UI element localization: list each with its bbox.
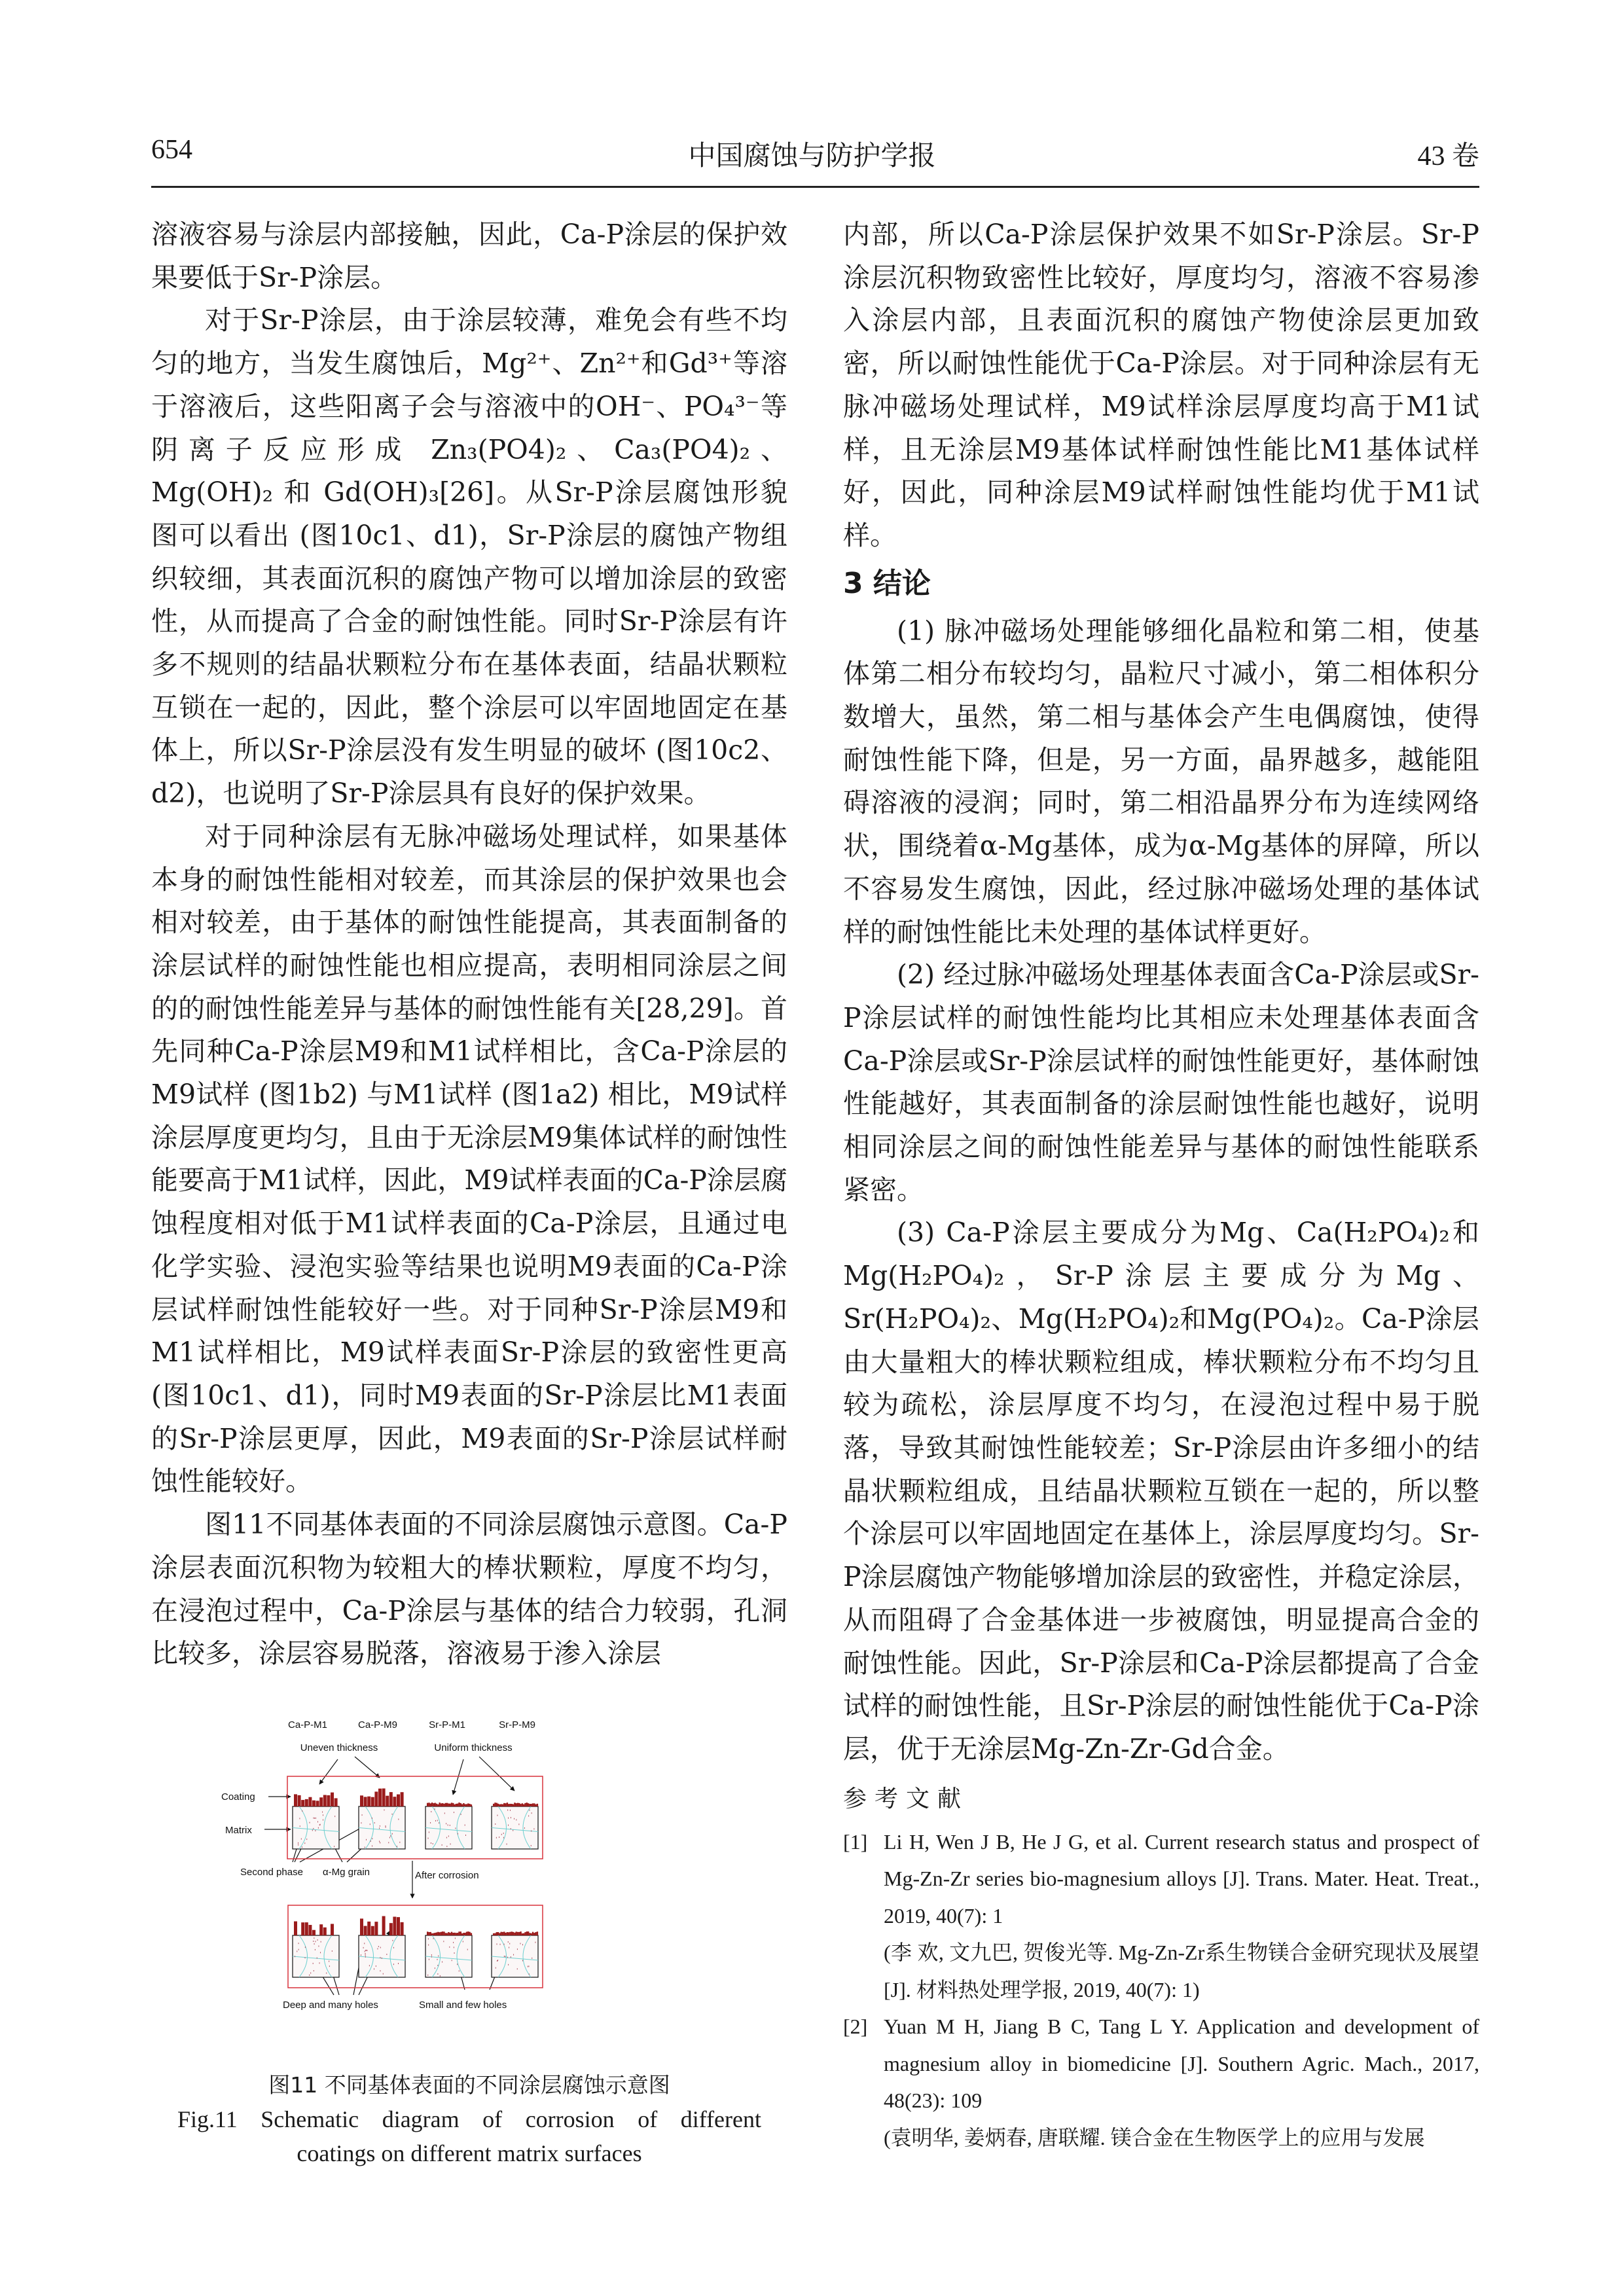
sample-ca-p-m1-after <box>293 1922 339 1977</box>
paragraph: 对于同种涂层有无脉冲磁场处理试样，如果基体本身的耐蚀性能相对较差，而其涂层的保护效果也会相对较差，由于基体的耐蚀性能提高，其表面制备的涂层试样的耐蚀性能也相应提高，表明相同涂层之间的的耐蚀性能差异与基体的耐蚀性能有关[28,29]。首先同种Ca-P涂层M9和M1试样相比，含Ca-P涂层的M9试样 (图1b2) 与M1试样 (图1a2) 相比，M9试样涂层厚度更均匀，且由于无涂层M9集体试样的耐蚀性能要高于M1试样，因此，M9试样表面的Ca-P涂层腐蚀程度相对低于M1试样表面的Ca-P涂层，且通过电化学实验、浸泡实验等结果也说明M9表面的Ca-P涂层试样耐蚀性能较好一些。对于同种Sr-P涂层M9和M1试样相比，M9试样表面Sr-P涂层的致密性更高 (图10c1、d1)，同时M9表面的Sr-P涂层比M1表面的Sr-P涂层更厚，因此，M9表面的Sr-P涂层试样耐蚀性能较好。 <box>151 820 787 1498</box>
right-column <box>843 213 1479 2156</box>
conclusion-3: (3) Ca-P涂层主要成分为Mg、Ca(H₂PO₄)₂和Mg(H₂PO₄)₂，Sr-P涂层主要成分为Mg、Sr(H₂PO₄)₂、Mg(H₂PO₄)₂和Mg(PO₄)₂。Ca-P涂层由大量粗大的棒状颗粒组成，棒状颗粒分布不均匀且较为疏松，涂层厚度不均匀，在浸泡过程中易于脱落，导致其耐蚀性能较差；Sr-P涂层由许多细小的结晶状颗粒组成，且结晶状颗粒互锁在一起的，所以整个涂层可以牢固地固定在基体上，涂层厚度均匀。Sr-P涂层腐蚀产物能够增加涂层的致密性，并稳定涂层，从而阻碍了合金基体进一步被腐蚀，明显提高合金的耐蚀性能。因此，Sr-P涂层和Ca-P涂层都提高了合金试样的耐蚀性能，且Sr-P涂层的耐蚀性能优于Ca-P涂层，优于无涂层Mg-Zn-Zr-Gd合金。 <box>843 1217 1479 1765</box>
label-alpha-mg: α-Mg grain <box>323 1867 370 1878</box>
sample-ca-p-m9-before <box>359 1789 405 1849</box>
section-heading: 3 结论 <box>843 566 931 600</box>
sample-ca-p-m9-after <box>359 1916 405 1977</box>
figure-caption-cn: 图11 不同基体表面的不同涂层腐蚀示意图 <box>268 2072 670 2098</box>
label-ca-p-m1: Ca-P-M1 <box>287 1719 328 1731</box>
label-sr-p-m9: Sr-P-M9 <box>499 1719 535 1731</box>
figure-caption-en-2: coatings on different matrix surfaces <box>297 2140 642 2166</box>
sample-ca-p-m1-before <box>293 1793 339 1849</box>
figure-11-schematic <box>216 1702 740 2068</box>
reference-cn: (李 欢, 文九巴, 贺俊光等. Mg-Zn-Zr系生物镁合金研究现状及展望 [J]. 材料热处理学报, 2019, 40(7): 1) <box>884 1941 1479 2001</box>
paragraph: 内部，所以Ca-P涂层保护效果不如Sr-P涂层。Sr-P涂层沉积物致密性比较好，厚度均匀，溶液不容易渗入涂层内部，且表面沉积的腐蚀产物使涂层更加致密，所以耐蚀性能优于Ca-P涂层。对于同种涂层有无脉冲磁场处理试样，M9试样涂层厚度均高于M1试样，且无涂层M9基体试样耐蚀性能比M1基体试样好，因此，同种涂层M9试样耐蚀性能均优于M1试样。 <box>843 219 1479 551</box>
label-deep-holes: Deep and many holes <box>283 2000 378 2011</box>
conclusion-1: (1) 脉冲磁场处理能够细化晶粒和第二相，使基体第二相分布较均匀，晶粒尺寸减小，第二相体积分数增大，虽然，第二相与基体会产生电偶腐蚀，使得耐蚀性能下降，但是，另一方面，晶界越多，越能阻碍溶液的浸润；同时，第二相沿晶界分布为连续网络状，围绕着α-Mg基体，成为α-Mg基体的屏障，所以不容易发生腐蚀，因此，经过脉冲磁场处理的基体试样的耐蚀性能比未处理的基体试样更好。 <box>843 615 1479 948</box>
reference-number: [2] <box>843 2015 868 2039</box>
label-sr-p-m1: Sr-P-M1 <box>429 1719 465 1731</box>
sample-sr-p-m9-after <box>492 1931 538 1977</box>
label-coating: Coating <box>221 1791 255 1803</box>
paragraph: 溶液容易与涂层内部接触，因此，Ca-P涂层的保护效果要低于Sr-P涂层。 <box>151 219 787 293</box>
paragraph: 图11不同基体表面的不同涂层腐蚀示意图。Ca-P涂层表面沉积物为较粗大的棒状颗粒，厚度不均匀，在浸泡过程中，Ca-P涂层与基体的结合力较弱，孔洞比较多，涂层容易脱落，溶液易于渗入涂层 <box>151 1509 787 1670</box>
left-column <box>151 213 787 1676</box>
reference-cn: (袁明华, 姜炳春, 唐联耀. 镁合金在生物医学上的应用与发展 <box>884 2125 1425 2149</box>
label-matrix: Matrix <box>225 1825 252 1836</box>
reference-item <box>843 1823 1479 2009</box>
label-second-phase: Second phase <box>240 1867 303 1878</box>
figure-caption-en-1: Fig.11 Schematic diagram of corrosion of different <box>177 2106 761 2132</box>
header-rule <box>151 186 1479 188</box>
reference-en: Li H, Wen J B, He J G, et al. Current research status and prospect of Mg-Zn-Zr series bio-magnesium alloys [J]. Trans. Mater. Heat. Treat., 2019, 40(7): 1 <box>884 1829 1479 1928</box>
journal-title: 中国腐蚀与防护学报 <box>688 139 936 171</box>
paragraph: 对于Sr-P涂层，由于涂层较薄，难免会有些不均匀的地方，当发生腐蚀后，Mg²⁺、Zn²⁺和Gd³⁺等溶于溶液后，这些阳离子会与溶液中的OH⁻、PO₄³⁻等阴离子反应形成 Zn₃(PO4)₂、Ca₃(PO4)₂、Mg(OH)₂ 和 Gd(OH)₃[26]。从Sr-P涂层腐蚀形貌图可以看出 (图10c1、d1)，Sr-P涂层的腐蚀产物组织较细，其表面沉积的腐蚀产物可以增加涂层的致密性，从而提高了合金的耐蚀性能。同时Sr-P涂层有许多不规则的结晶状颗粒分布在基体表面，结晶状颗粒互锁在一起的，因此，整个涂层可以牢固地固定在基体上，所以Sr-P涂层没有发生明显的破坏 (图10c2、d2)，也说明了Sr-P涂层具有良好的保护效果。 <box>151 304 787 810</box>
label-ca-p-m9: Ca-P-M9 <box>357 1719 398 1731</box>
sample-sr-p-m9-before <box>492 1803 538 1849</box>
reference-item <box>843 2008 1479 2156</box>
label-small-holes: Small and few holes <box>419 2000 507 2011</box>
page-number: 654 <box>151 135 192 165</box>
label-after-corrosion: After corrosion <box>415 1870 479 1881</box>
label-uniform: Uniform thickness <box>434 1742 513 1753</box>
volume: 43 卷 <box>1417 141 1479 171</box>
sample-sr-p-m1-before <box>425 1803 472 1849</box>
conclusion-2: (2) 经过脉冲磁场处理基体表面含Ca-P涂层或Sr-P涂层试样的耐蚀性能均比其相应未处理基体表面含Ca-P涂层或Sr-P涂层试样的耐蚀性能更好，基体耐蚀性能越好，其表面制备的涂层耐蚀性能也越好，说明相同涂层之间的耐蚀性能差异与基体的耐蚀性能联系紧密。 <box>843 959 1479 1206</box>
references-heading: 参考文献 <box>843 1785 969 1812</box>
label-uneven: Uneven thickness <box>300 1742 378 1753</box>
reference-number: [1] <box>843 1829 868 1854</box>
reference-en: Yuan M H, Jiang B C, Tang L Y. Application and development of magnesium alloy in biomedicine [J]. Southern Agric. Mach., 2017, 48(23): 109 <box>884 2015 1479 2113</box>
sample-sr-p-m1-after <box>425 1931 472 1977</box>
